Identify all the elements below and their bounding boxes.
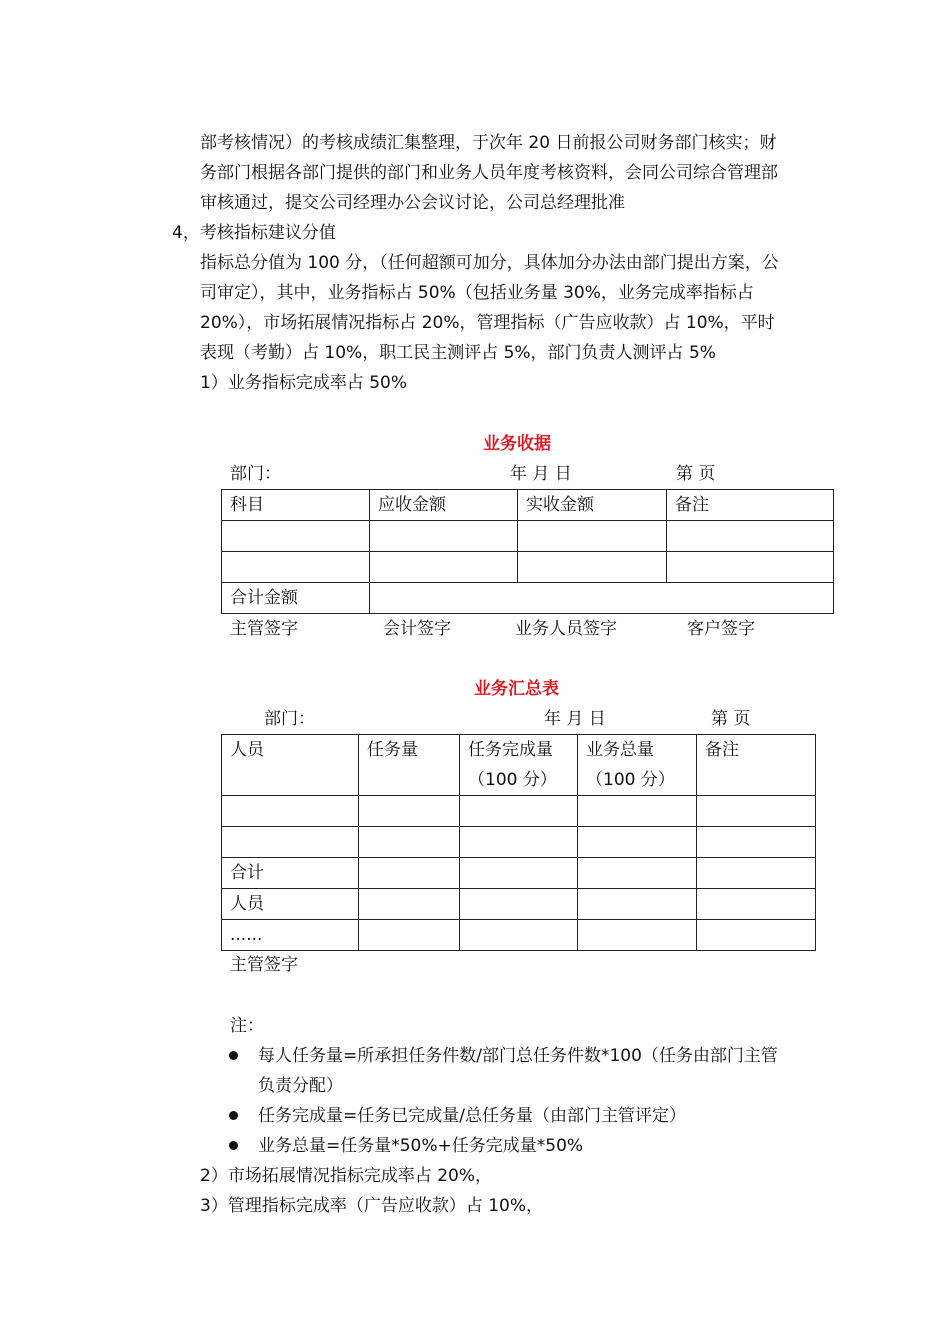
signature-label: 会计签字: [383, 619, 451, 639]
table-cell[interactable]: [222, 552, 370, 583]
table-cell[interactable]: [370, 521, 518, 552]
table-cell[interactable]: [359, 796, 460, 827]
table-row: [222, 889, 816, 920]
note-line: 负责分配）: [258, 1076, 343, 1096]
list-item: 1）业务指标完成率占 50%: [200, 373, 408, 393]
header-sub: （100 分）: [468, 770, 557, 790]
paragraph-line: 司审定），其中，业务指标占 50%（包括业务量 30%，业务完成率指标占: [200, 283, 754, 303]
table-header-cell: [578, 735, 697, 796]
signature-label: 业务人员签字: [515, 619, 617, 639]
row-label-cell: 人员: [222, 889, 359, 920]
header-main: 任务完成量: [468, 740, 553, 760]
table-header-cell: 科目: [222, 490, 370, 521]
table-header-cell: 人员: [222, 735, 359, 796]
note-line: 任务完成量=任务已完成量/总任务量（由部门主管评定）: [258, 1106, 686, 1126]
paragraph-line: 务部门根据各部门提供的部门和业务人员年度考核资料，会同公司综合管理部: [200, 163, 778, 183]
row-label-cell: 合计: [222, 858, 359, 889]
header-sub: （100 分）: [586, 770, 675, 790]
table-row: [222, 583, 834, 614]
table-cell[interactable]: [222, 827, 359, 858]
bullet-icon: [229, 1141, 238, 1150]
summary-dept-label: 部门：: [264, 709, 315, 729]
receipt-date-label: 年 月 日: [510, 464, 572, 484]
table-header-cell: [460, 735, 578, 796]
table-cell[interactable]: [697, 858, 816, 889]
table-cell[interactable]: [578, 827, 697, 858]
receipt-table: [221, 489, 834, 614]
list-item: 3）管理指标完成率（广告应收款）占 10%，: [200, 1196, 544, 1216]
table-row: [222, 521, 834, 552]
summary-table: [221, 734, 816, 951]
total-label-cell: 合计金额: [222, 583, 370, 614]
table-header-cell: 任务量: [359, 735, 460, 796]
paragraph-line: 20%），市场拓展情况指标占 20%，管理指标（广告应收款）占 10%，平时: [200, 313, 775, 333]
header-main: 业务总量: [586, 740, 654, 760]
total-amount-cell[interactable]: [370, 583, 834, 614]
table-cell[interactable]: [460, 827, 578, 858]
table-row: [222, 920, 816, 951]
table-row: [222, 735, 816, 796]
table-header-cell: 备注: [667, 490, 834, 521]
summary-page-label: 第 页: [711, 709, 751, 729]
table-cell[interactable]: [578, 920, 697, 951]
table-cell[interactable]: [578, 858, 697, 889]
note-line: 每人任务量=所承担任务件数/部门总任务件数*100（任务由部门主管: [258, 1046, 778, 1066]
paragraph-line: 审核通过，提交公司经理办公会议讨论，公司总经理批准: [200, 193, 625, 213]
table-cell[interactable]: [460, 889, 578, 920]
summary-title: 业务汇总表: [474, 679, 559, 699]
table-cell[interactable]: [370, 552, 518, 583]
table-cell[interactable]: [518, 552, 667, 583]
signature-label: 主管签字: [230, 955, 298, 975]
table-cell[interactable]: [359, 827, 460, 858]
paragraph-line: 指标总分值为 100 分，（任何超额可加分，具体加分办法由部门提出方案，公: [200, 253, 779, 273]
table-cell[interactable]: [460, 920, 578, 951]
receipt-page-label: 第 页: [676, 464, 716, 484]
summary-date-label: 年 月 日: [544, 709, 606, 729]
paragraph-line: 表现（考勤）占 10%，职工民主测评占 5%，部门负责人测评占 5%: [200, 343, 716, 363]
signature-label: 主管签字: [230, 619, 298, 639]
notes-label: 注：: [230, 1016, 264, 1036]
table-cell[interactable]: [518, 521, 667, 552]
paragraph-line: 部考核情况）的考核成绩汇集整理，于次年 20 日前报公司财务部门核实；财: [200, 133, 777, 153]
table-cell[interactable]: [222, 521, 370, 552]
table-row: [222, 858, 816, 889]
table-cell[interactable]: [460, 858, 578, 889]
table-cell[interactable]: [578, 889, 697, 920]
table-cell[interactable]: [667, 521, 834, 552]
table-cell[interactable]: [697, 796, 816, 827]
table-row: [222, 490, 834, 521]
table-cell[interactable]: [578, 796, 697, 827]
table-cell[interactable]: [697, 889, 816, 920]
row-label-cell: ......: [222, 920, 359, 951]
bullet-icon: [229, 1111, 238, 1120]
list-item: 2）市场拓展情况指标完成率占 20%，: [200, 1166, 493, 1186]
table-cell[interactable]: [697, 827, 816, 858]
table-header-cell: 应收金额: [370, 490, 518, 521]
note-line: 业务总量=任务量*50%+任务完成量*50%: [258, 1136, 584, 1156]
signature-label: 客户签字: [687, 619, 755, 639]
table-cell[interactable]: [359, 920, 460, 951]
table-cell[interactable]: [460, 796, 578, 827]
table-cell[interactable]: [697, 920, 816, 951]
table-row: [222, 796, 816, 827]
table-cell[interactable]: [359, 858, 460, 889]
table-header-cell: 备注: [697, 735, 816, 796]
bullet-icon: [229, 1051, 238, 1060]
table-row: [222, 827, 816, 858]
receipt-title: 业务收据: [483, 434, 551, 454]
table-cell[interactable]: [359, 889, 460, 920]
table-row: [222, 552, 834, 583]
table-cell[interactable]: [667, 552, 834, 583]
receipt-dept-label: 部门：: [230, 464, 281, 484]
section-heading: 4，考核指标建议分值: [172, 223, 336, 243]
table-cell[interactable]: [222, 796, 359, 827]
table-header-cell: 实收金额: [518, 490, 667, 521]
